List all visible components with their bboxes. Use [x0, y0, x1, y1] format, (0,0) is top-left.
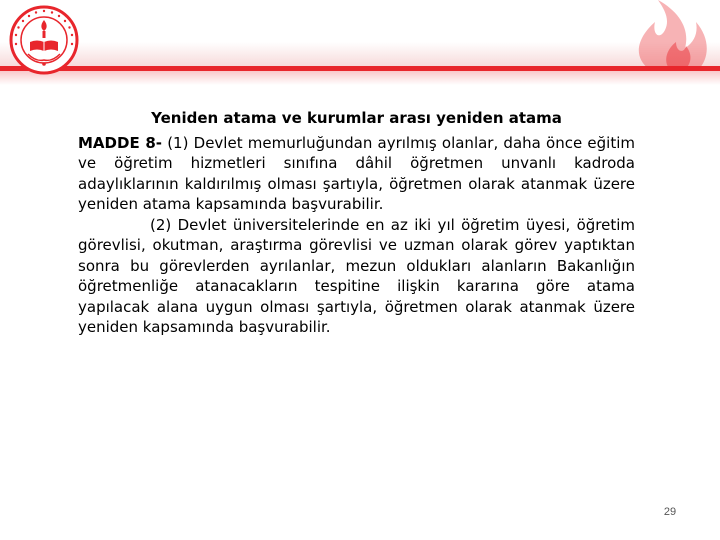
paragraph-1 [78, 133, 635, 215]
meb-emblem-icon [8, 4, 80, 76]
flame-icon [610, 0, 720, 70]
paragraph-2: (2) Devlet üniversitelerinde en az iki yıl öğretim üyesi, öğretim görevlisi, okutman, araştırma görevlisi ve uzman olarak görev yaptıktan sonra bu görevlerden ayrılanlar, mezun oldukları alanların Bakanlığın öğretmenliğe atanacakların tespitine ilişkin kararına göre atama yapılacak alana uygun olması şartıyla, öğretmen olarak atanmak üzere yeniden kapsamında başvurabilir. [78, 215, 635, 336]
section-title: Yeniden atama ve kurumlar arası yeniden atama [151, 109, 562, 127]
document-body [78, 108, 635, 338]
page-number: 29 [663, 506, 677, 518]
header-glow [0, 71, 720, 85]
paragraph-1-text: (1) Devlet memurluğundan ayrılmış olanlar, daha önce eğitim ve öğretim hizmetleri sınıfına dâhil öğretmen unvanlı kadroda adaylıklarının kaldırılmış olması şartıyla, öğretmen olarak atanmak üzere yeniden atama kapsamında başvurabilir. [78, 133, 635, 213]
article-label: MADDE 8- [78, 133, 162, 152]
